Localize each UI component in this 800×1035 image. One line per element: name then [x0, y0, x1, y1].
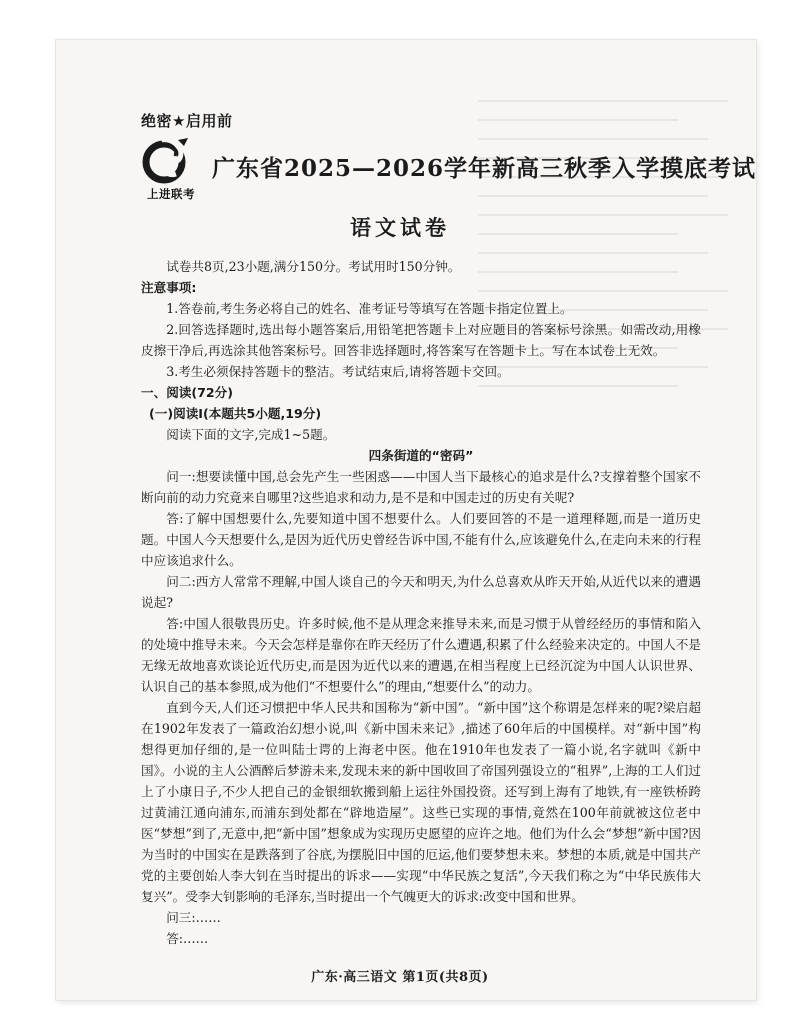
article-paragraph: 答:中国人很敬畏历史。许多时候,他不是从理念来推导未来,而是习惯于从曾经经历的事情和陷入的处境中推导未来。今天会怎样是靠你在昨天经历了什么遭遇,积累了什么经验来决定的。中国人不是无缘无故地喜欢谈论近代历史,而是因为近代以来的遭遇,在相当程度上已经沉淀为中国人认识世界、认识自己的基本参照,成为他们“不想要什么”的理由,“想要什么”的动力。 [141, 616, 701, 694]
section-subheading: (一)阅读Ⅰ(本题共5小题,19分) [149, 406, 322, 421]
article-paragraph: 问一:想要读懂中国,总会先产生一些困惑——中国人当下最核心的追求是什么?支撑着整个国家不断向前的动力究竟来自哪里?这些追求和动力,是不是和中国走过的历史有关呢? [141, 469, 701, 505]
note-item: 3.考生必须保持答题卡的整洁。考试结束后,请将答题卡交回。 [166, 364, 510, 379]
reading-instruction: 阅读下面的文字,完成1~5题。 [166, 427, 336, 442]
subject-title: 语文试卷 [350, 215, 450, 240]
article-paragraph: 直到今天,人们还习惯把中华人民共和国称为“新中国”。“新中国”这个称谓是怎样来的呢?梁启超在1902年发表了一篇政治幻想小说,叫《新中国未来记》,描述了60年后的中国模样。对“新中国”构想得更加仔细的,是一位叫陆士谔的上海老中医。他在1910年也发表了一篇小说,名字就叫《新中国》。小说的主人公酒醉后梦游未来,发现未来的新中国收回了帝国列强设立的“租界”,上海的工人们过上了小康日子,不少人把自己的金银细软搬到船上运往外国投资。还写到上海有了地铁,有一座铁桥跨过黄浦江通向浦东,而浦东到处都在“辟地造屋”。这些已实现的事情,竟然在100年前就被这位老中医“梦想”到了,无意中,把“新中国”想象成为实现历史愿望的应许之地。他们为什么会“梦想”新中国?因为当时的中国实在是跌落到了谷底,为摆脱旧中国的厄运,他们要梦想未来。梦想的本质,就是中国共产党的主要创始人李大钊在当时提出的诉求——实现“中华民族之复活”,今天我们称之为“中华民族伟大复兴”。受李大钊影响的毛泽东,当时提出一个气魄更大的诉求:改变中国和世界。 [141, 700, 701, 904]
note-item: 2.回答选择题时,选出每小题答案后,用铅笔把答题卡上对应题目的答案标号涂黑。如需改动,用橡皮擦干净后,再选涂其他答案标号。回答非选择题时,将答案写在答题卡上。写在本试卷上无效。 [141, 322, 701, 358]
logo-text: 上进联考 [147, 187, 195, 201]
note-item: 1.答卷前,考生务必将自己的姓名、准考证号等填写在答题卡指定位置上。 [166, 301, 573, 316]
answer-three: 答:…… [166, 931, 209, 946]
exam-body [141, 256, 701, 949]
exam-info: 试卷共8页,23小题,满分150分。考试用时150分钟。 [166, 259, 461, 274]
section-heading: 一、阅读(72分) [141, 385, 234, 400]
logo-icon [140, 136, 202, 186]
article-title: 四条街道的“密码” [368, 448, 474, 463]
article-paragraph: 答:了解中国想要什么,先要知道中国不想要什么。人们要回答的不是一道理释题,而是一道历史题。中国人今天想要什么,是因为近代历史曾经告诉中国,不能有什么,应该避免什么,在走向未来的行程中应该追求什么。 [141, 511, 701, 568]
notes-heading: 注意事项: [141, 280, 197, 295]
article-paragraph: 问二:西方人常常不理解,中国人谈自己的今天和明天,为什么总喜欢从昨天开始,从近代以来的遭遇说起? [141, 574, 701, 610]
shangjin-logo [140, 136, 202, 200]
page-footer: 广东·高三语文 第1页(共8页) [311, 970, 489, 985]
secret-label: 绝密★启用前 [141, 112, 233, 130]
question-three: 问三:…… [166, 910, 221, 925]
exam-title: 广东省2025—2026学年新高三秋季入学摸底考试 [212, 155, 757, 182]
